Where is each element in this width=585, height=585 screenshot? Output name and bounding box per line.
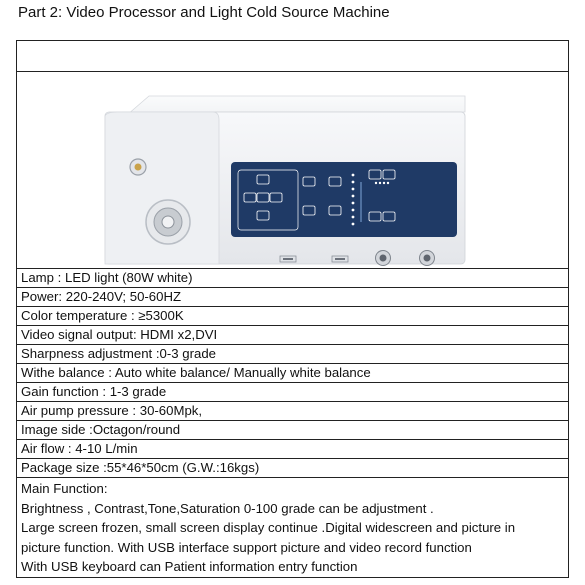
- spec-row-image-side: Image side :Octagon/round: [17, 421, 568, 440]
- spec-row-white-balance: Withe balance : Auto white balance/ Manually white balance: [17, 364, 568, 383]
- power-switch-icon: [130, 159, 146, 175]
- main-function-cell: [17, 478, 568, 577]
- spec-row-color-temperature: Color temperature : ≥5300K: [17, 307, 568, 326]
- spec-row-air-pump-pressure: Air pump pressure : 30-60Mpk,: [17, 402, 568, 421]
- main-function-line: Large screen frozen, small screen display continue .Digital widescreen and picture in: [21, 520, 516, 536]
- spec-row-sharpness: Sharpness adjustment :0-3 grade: [17, 345, 568, 364]
- main-function-line: Brightness , Contrast,Tone,Saturation 0-100 grade can be adjustment .: [21, 500, 434, 516]
- page-heading: Part 2: Video Processor and Light Cold Source Machine: [18, 4, 390, 21]
- spec-row-package-size: Package size :55*46*50cm (G.W.:16kgs): [17, 459, 568, 478]
- main-function-line: With USB keyboard can Patient information entry function: [21, 559, 358, 575]
- spec-row-power: Power: 220-240V; 50-60HZ: [17, 288, 568, 307]
- main-function-line: picture function. With USB interface support picture and video record function: [21, 539, 472, 555]
- main-function-title: Main Function:: [21, 481, 108, 496]
- product-photo: [17, 72, 568, 268]
- spec-row-gain: Gain function : 1-3 grade: [17, 383, 568, 402]
- spec-row-video-output: Video signal output: HDMI x2,DVI: [17, 326, 568, 345]
- table-blank-row: [17, 41, 568, 72]
- spec-row-air-flow: Air flow : 4-10 L/min: [17, 440, 568, 459]
- spec-table: [16, 40, 569, 578]
- spec-row-lamp: Lamp : LED light (80W white): [17, 269, 568, 288]
- light-port-icon: [146, 200, 190, 244]
- control-panel-icon: [231, 162, 457, 237]
- product-photo-row: [17, 72, 568, 269]
